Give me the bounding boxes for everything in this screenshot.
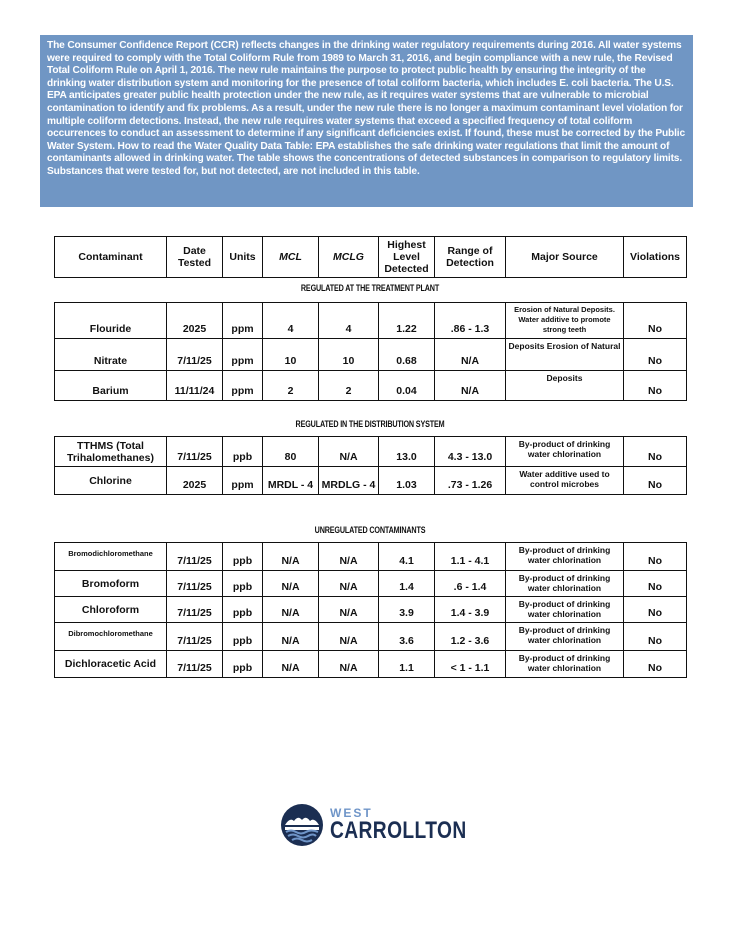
cell-date: 7/11/25 bbox=[167, 339, 223, 371]
cell-violations: No bbox=[624, 303, 687, 339]
table-row bbox=[55, 623, 687, 651]
header-units: Units bbox=[223, 237, 263, 278]
cell-mcl: N/A bbox=[263, 623, 319, 651]
cell-mclg: N/A bbox=[319, 543, 379, 571]
cell-mclg: 4 bbox=[319, 303, 379, 339]
cell-mcl: N/A bbox=[263, 571, 319, 597]
cell-units: ppb bbox=[223, 651, 263, 678]
cell-mclg: N/A bbox=[319, 651, 379, 678]
treatment-plant-table bbox=[54, 302, 687, 401]
cell-mclg: N/A bbox=[319, 437, 379, 467]
cell-violations: No bbox=[624, 467, 687, 495]
table-row bbox=[55, 303, 687, 339]
cell-range: 1.4 - 3.9 bbox=[435, 597, 506, 623]
cell-range: .6 - 1.4 bbox=[435, 571, 506, 597]
cell-range: .86 - 1.3 bbox=[435, 303, 506, 339]
logo-emblem-icon bbox=[280, 803, 324, 847]
cell-violations: No bbox=[624, 437, 687, 467]
section-title-treatment-plant: REGULATED AT THE TREATMENT PLANT bbox=[300, 283, 440, 293]
cell-range: .73 - 1.26 bbox=[435, 467, 506, 495]
cell-range: 1.2 - 3.6 bbox=[435, 623, 506, 651]
cell-violations: No bbox=[624, 623, 687, 651]
header-mclg: MCLG bbox=[319, 237, 379, 278]
cell-range: N/A bbox=[435, 339, 506, 371]
cell-violations: No bbox=[624, 339, 687, 371]
cell-mcl: 4 bbox=[263, 303, 319, 339]
cell-violations: No bbox=[624, 597, 687, 623]
cell-highest: 1.22 bbox=[379, 303, 435, 339]
cell-mcl: 10 bbox=[263, 339, 319, 371]
cell-date: 7/11/25 bbox=[167, 437, 223, 467]
cell-contaminant: Bromodichloromethane bbox=[55, 543, 167, 571]
cell-range: 4.3 - 13.0 bbox=[435, 437, 506, 467]
cell-highest: 4.1 bbox=[379, 543, 435, 571]
cell-date: 2025 bbox=[167, 467, 223, 495]
cell-source: By-product of drinking water chlorination bbox=[506, 651, 624, 678]
cell-date: 7/11/25 bbox=[167, 543, 223, 571]
cell-range: < 1 - 1.1 bbox=[435, 651, 506, 678]
intro-paragraph: The Consumer Confidence Report (CCR) reflects changes in the drinking water regulatory requirements during 2016. All water systems were required to comply with the Total Coliform Rule from 1989 to March 31, 2016, and begin compliance with a new rule, the Revised Total Coliform Rule on April 1, 2016. The new rule maintains the purpose to protect public health by ensuring the integrity of the drinking water distribution system and monitoring for the presence of total coliform bacteria, which includes E. coli bacteria. The U.S. EPA anticipates greater public health protection under the new rule, as it requires water systems that are vulnerable to microbial contamination to identify and fix problems. As a result, under the new rule there is no longer a maximum contaminant level violation for multiple coliform detections. Instead, the new rule requires water systems that exceed a specified frequency of total coliform occurrences to conduct an assessment to determine if any significant deficiencies exist. If found, these must be corrected by the Public Water System. How to read the Water Quality Data Table: EPA establishes the safe drinking water regulations that limit the amount of contaminants allowed in drinking water. The table shows the concentrations of detected substances in comparison to regulatory limits. Substances that were tested for, but not detected, are not included in this table. bbox=[40, 35, 693, 207]
logo-west: WEST bbox=[330, 806, 373, 820]
table-row bbox=[55, 339, 687, 371]
header-contaminant: Contaminant bbox=[55, 237, 167, 278]
cell-mclg: MRDLG - 4 bbox=[319, 467, 379, 495]
cell-source: Deposits Erosion of Natural bbox=[506, 339, 624, 371]
header-violations: Violations bbox=[624, 237, 687, 278]
section-title-unregulated: UNREGULATED CONTAMINANTS bbox=[314, 525, 426, 535]
cell-units: ppb bbox=[223, 437, 263, 467]
cell-mclg: 10 bbox=[319, 339, 379, 371]
cell-source: By-product of drinking water chlorination bbox=[506, 597, 624, 623]
cell-violations: No bbox=[624, 543, 687, 571]
cell-mclg: N/A bbox=[319, 623, 379, 651]
unregulated-table bbox=[54, 542, 687, 678]
cell-source: Water additive used to control microbes bbox=[506, 467, 624, 495]
cell-highest: 0.04 bbox=[379, 371, 435, 401]
cell-highest: 1.1 bbox=[379, 651, 435, 678]
cell-highest: 3.9 bbox=[379, 597, 435, 623]
cell-violations: No bbox=[624, 371, 687, 401]
cell-range: 1.1 - 4.1 bbox=[435, 543, 506, 571]
header-highest: Highest Level Detected bbox=[379, 237, 435, 278]
header-range: Range of Detection bbox=[435, 237, 506, 278]
cell-source: By-product of drinking water chlorination bbox=[506, 623, 624, 651]
cell-mcl: MRDL - 4 bbox=[263, 467, 319, 495]
cell-contaminant: Dibromochloromethane bbox=[55, 623, 167, 651]
cell-highest: 1.03 bbox=[379, 467, 435, 495]
cell-source: By-product of drinking water chlorination bbox=[506, 571, 624, 597]
cell-date: 7/11/25 bbox=[167, 623, 223, 651]
table-row bbox=[55, 571, 687, 597]
cell-violations: No bbox=[624, 571, 687, 597]
cell-highest: 1.4 bbox=[379, 571, 435, 597]
cell-date: 7/11/25 bbox=[167, 571, 223, 597]
cell-units: ppb bbox=[223, 597, 263, 623]
table-row bbox=[55, 371, 687, 401]
cell-highest: 13.0 bbox=[379, 437, 435, 467]
cell-date: 7/11/25 bbox=[167, 597, 223, 623]
header-date: Date Tested bbox=[167, 237, 223, 278]
distribution-table bbox=[54, 436, 687, 495]
cell-contaminant: Nitrate bbox=[55, 339, 167, 371]
cell-units: ppm bbox=[223, 467, 263, 495]
cell-source: By-product of drinking water chlorination bbox=[506, 543, 624, 571]
cell-contaminant: Barium bbox=[55, 371, 167, 401]
table-row bbox=[55, 437, 687, 467]
header-mcl: MCL bbox=[263, 237, 319, 278]
cell-violations: No bbox=[624, 651, 687, 678]
cell-contaminant: Dichloracetic Acid bbox=[55, 651, 167, 678]
cell-source: Erosion of Natural Deposits. Water additive to promote strong teeth bbox=[506, 303, 624, 339]
header-source: Major Source bbox=[506, 237, 624, 278]
cell-contaminant: Chlorine bbox=[55, 467, 167, 495]
section-title-distribution: REGULATED IN THE DISTRIBUTION SYSTEM bbox=[295, 419, 445, 429]
cell-units: ppm bbox=[223, 303, 263, 339]
table-header bbox=[54, 236, 687, 278]
cell-mclg: N/A bbox=[319, 597, 379, 623]
cell-source: Deposits bbox=[506, 371, 624, 401]
cell-range: N/A bbox=[435, 371, 506, 401]
cell-contaminant: Bromoform bbox=[55, 571, 167, 597]
table-row bbox=[55, 543, 687, 571]
cell-highest: 0.68 bbox=[379, 339, 435, 371]
west-carrollton-logo bbox=[280, 803, 501, 847]
cell-source: By-product of drinking water chlorination bbox=[506, 437, 624, 467]
cell-mcl: N/A bbox=[263, 597, 319, 623]
cell-highest: 3.6 bbox=[379, 623, 435, 651]
cell-mcl: 2 bbox=[263, 371, 319, 401]
cell-mclg: 2 bbox=[319, 371, 379, 401]
cell-units: ppb bbox=[223, 623, 263, 651]
table-row bbox=[55, 651, 687, 678]
table-row bbox=[55, 597, 687, 623]
logo-carrollton: CARROLLTON bbox=[330, 817, 467, 844]
cell-contaminant: Chloroform bbox=[55, 597, 167, 623]
cell-date: 7/11/25 bbox=[167, 651, 223, 678]
cell-units: ppb bbox=[223, 543, 263, 571]
cell-units: ppm bbox=[223, 371, 263, 401]
cell-date: 11/11/24 bbox=[167, 371, 223, 401]
header-row bbox=[55, 237, 687, 278]
cell-contaminant: Flouride bbox=[55, 303, 167, 339]
cell-mclg: N/A bbox=[319, 571, 379, 597]
cell-contaminant: TTHMS (Total Trihalomethanes) bbox=[55, 437, 167, 467]
cell-mcl: N/A bbox=[263, 543, 319, 571]
cell-mcl: N/A bbox=[263, 651, 319, 678]
cell-units: ppb bbox=[223, 571, 263, 597]
cell-units: ppm bbox=[223, 339, 263, 371]
cell-mcl: 80 bbox=[263, 437, 319, 467]
cell-date: 2025 bbox=[167, 303, 223, 339]
table-row bbox=[55, 467, 687, 495]
